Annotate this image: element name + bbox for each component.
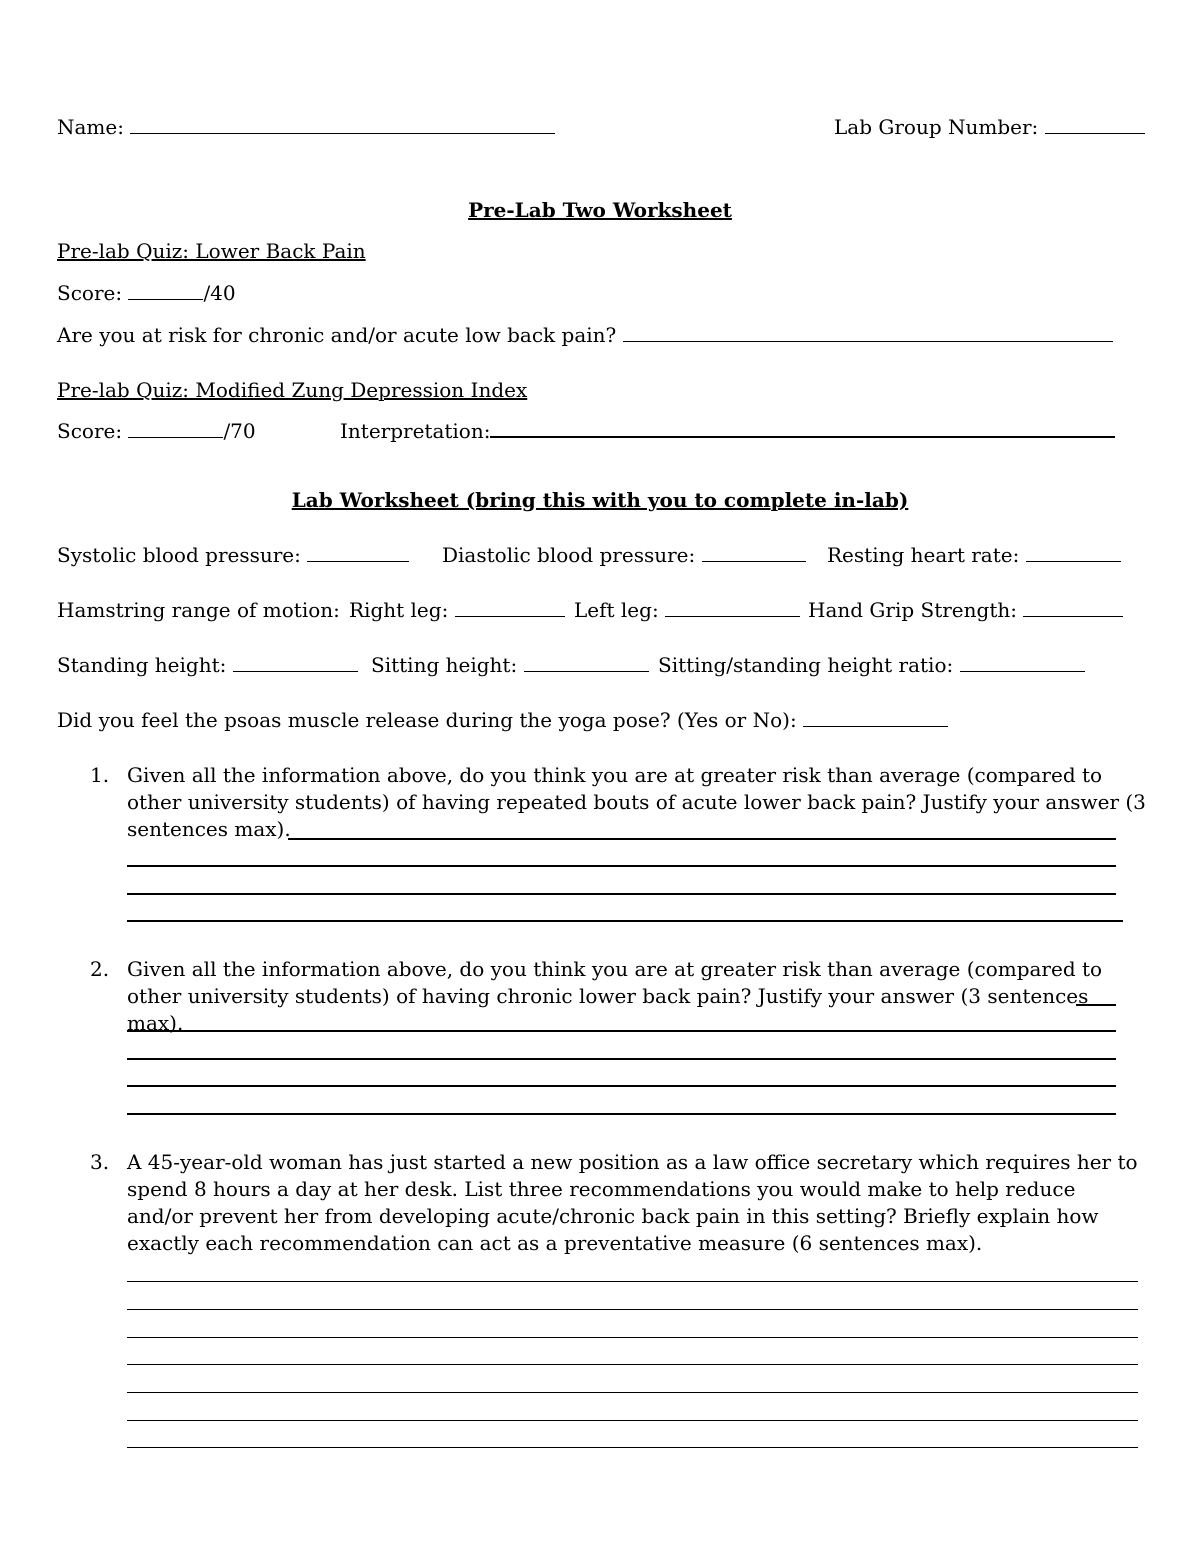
quiz1-heading: Pre-lab Quiz: Lower Back Pain bbox=[57, 239, 366, 263]
quiz2-score-field[interactable] bbox=[128, 419, 223, 438]
right-leg-row bbox=[349, 597, 565, 623]
psoas-field[interactable] bbox=[803, 708, 948, 727]
psoas-label: Did you feel the psoas muscle release during the yoga pose? (Yes or No): bbox=[57, 708, 797, 732]
quiz2-interpretation-field[interactable] bbox=[490, 418, 1115, 438]
ratio-row bbox=[658, 652, 1085, 678]
hamstring-label: Hamstring range of motion: bbox=[57, 598, 340, 622]
quiz2-interpretation-label: Interpretation: bbox=[340, 419, 491, 443]
standing-height-field[interactable] bbox=[233, 653, 358, 672]
question-1-answer-line[interactable] bbox=[127, 920, 1123, 922]
quiz1-risk-row bbox=[57, 322, 1113, 348]
diastolic-label: Diastolic blood pressure: bbox=[442, 543, 696, 567]
systolic-label: Systolic blood pressure: bbox=[57, 543, 301, 567]
question-1-answer-line[interactable] bbox=[288, 838, 1116, 840]
quiz1-risk-question: Are you at risk for chronic and/or acute low back pain? bbox=[57, 323, 617, 347]
standing-height-row bbox=[57, 652, 358, 678]
quiz2-score-label: Score: bbox=[57, 419, 123, 443]
quiz2-heading: Pre-lab Quiz: Modified Zung Depression Index bbox=[57, 378, 528, 402]
sitting-height-row bbox=[371, 652, 649, 678]
quiz1-score-label: Score: bbox=[57, 281, 123, 305]
group-label: Lab Group Number: bbox=[834, 115, 1039, 139]
quiz1-score-row bbox=[57, 280, 236, 306]
question-3-answer-line[interactable] bbox=[127, 1337, 1138, 1338]
page-title: Pre-Lab Two Worksheet bbox=[468, 198, 732, 222]
name-label: Name: bbox=[57, 115, 124, 139]
ratio-field[interactable] bbox=[960, 653, 1085, 672]
question-1-answer-line[interactable] bbox=[127, 865, 1116, 867]
question-3-answer-line[interactable] bbox=[127, 1447, 1138, 1448]
group-field[interactable] bbox=[1045, 115, 1145, 134]
quiz1-score-max: /40 bbox=[203, 281, 236, 305]
question-2-answer-line[interactable] bbox=[127, 1030, 1116, 1032]
question-3-answer-line[interactable] bbox=[127, 1392, 1138, 1393]
diastolic-field[interactable] bbox=[702, 543, 806, 562]
question-3-answer-line[interactable] bbox=[127, 1309, 1138, 1310]
diastolic-row bbox=[442, 542, 806, 568]
systolic-field[interactable] bbox=[307, 543, 409, 562]
systolic-row bbox=[57, 542, 409, 568]
question-1-answer-line[interactable] bbox=[127, 893, 1116, 895]
question-3-answer-line[interactable] bbox=[127, 1281, 1138, 1282]
hand-grip-label: Hand Grip Strength: bbox=[808, 598, 1017, 622]
resting-hr-field[interactable] bbox=[1026, 543, 1121, 562]
quiz1-score-field[interactable] bbox=[128, 281, 203, 300]
quiz2-interpretation-row bbox=[340, 418, 1115, 444]
sitting-height-field[interactable] bbox=[524, 653, 649, 672]
question-2-number: 2. bbox=[90, 957, 110, 981]
quiz1-risk-field[interactable] bbox=[623, 323, 1113, 342]
question-3-text: A 45-year-old woman has just started a new position as a law office secretary which requires her to spend 8 hours a day at her desk. List three recommendations you would make to help reduce and/or prevent her from developing acute/chronic back pain in this setting? Briefly explain how exactly each recommendation can act as a preventative measure (6 sentences max). bbox=[127, 1150, 1138, 1255]
question-2-text: Given all the information above, do you think you are at greater risk than average (compared to other university students) of having chronic lower back pain? Justify your answer (3 sentences max). bbox=[127, 957, 1103, 1035]
question-3-number: 3. bbox=[90, 1150, 110, 1174]
group-row bbox=[834, 114, 1145, 140]
resting-hr-row bbox=[827, 542, 1121, 568]
hand-grip-row bbox=[808, 597, 1123, 623]
psoas-row bbox=[57, 707, 948, 733]
hand-grip-field[interactable] bbox=[1023, 598, 1123, 617]
sitting-height-label: Sitting height: bbox=[371, 653, 518, 677]
name-field[interactable] bbox=[130, 115, 555, 134]
question-3-answer-line[interactable] bbox=[127, 1420, 1138, 1421]
quiz2-score-max: /70 bbox=[223, 419, 256, 443]
quiz2-score-row bbox=[57, 418, 256, 444]
left-leg-field[interactable] bbox=[665, 598, 800, 617]
left-leg-row bbox=[574, 597, 800, 623]
name-row bbox=[57, 114, 555, 140]
resting-hr-label: Resting heart rate: bbox=[827, 543, 1020, 567]
ratio-label: Sitting/standing height ratio: bbox=[658, 653, 954, 677]
right-leg-label: Right leg: bbox=[349, 598, 449, 622]
question-1-text: Given all the information above, do you think you are at greater risk than average (compared to other university students) of having repeated bouts of acute lower back pain? Justify your answer (3 sentences max). bbox=[127, 763, 1146, 841]
standing-height-label: Standing height: bbox=[57, 653, 227, 677]
lab-heading: Lab Worksheet (bring this with you to complete in-lab) bbox=[291, 488, 909, 512]
right-leg-field[interactable] bbox=[455, 598, 565, 617]
question-2-answer-line[interactable] bbox=[1076, 1004, 1116, 1006]
question-2-answer-line[interactable] bbox=[127, 1085, 1116, 1087]
left-leg-label: Left leg: bbox=[574, 598, 659, 622]
question-2-answer-line[interactable] bbox=[127, 1113, 1116, 1115]
question-3-answer-line[interactable] bbox=[127, 1364, 1138, 1365]
question-1-number: 1. bbox=[90, 763, 110, 787]
question-2-answer-line[interactable] bbox=[127, 1058, 1116, 1060]
